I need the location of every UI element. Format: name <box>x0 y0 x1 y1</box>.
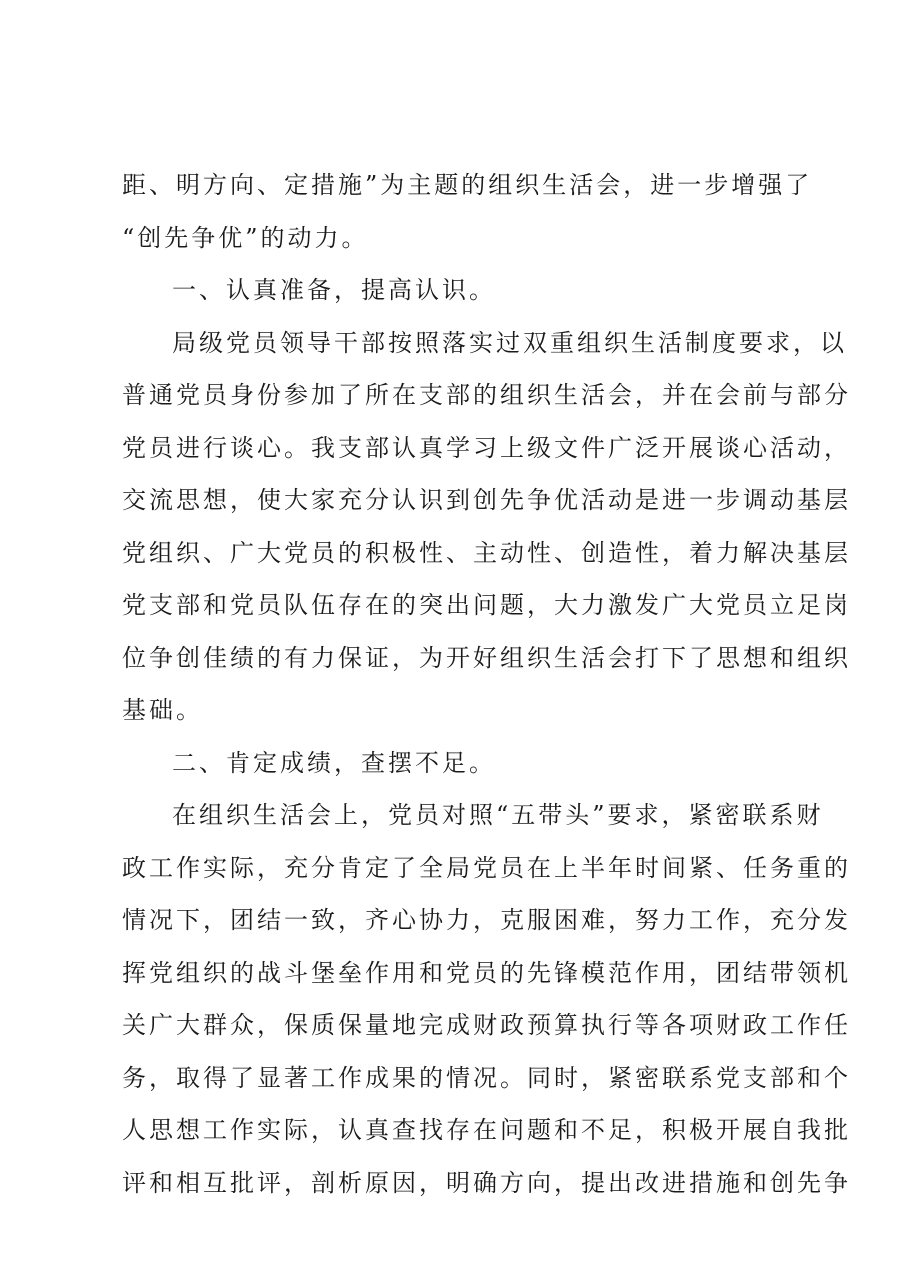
text-line: “创先争优”的动力。 <box>122 223 369 252</box>
text-line: 人思想工作实际，认真查找存在问题和不足，积极开展自我批 <box>122 1116 851 1144</box>
text-line: 政工作实际，充分肯定了全局党员在上半年时间紧、任务重的 <box>122 853 851 882</box>
section-heading: 一、认真准备，提高认识。 <box>172 276 496 304</box>
text-line: 普通党员身份参加了所在支部的组织生活会，并在会前与部分 <box>122 381 851 409</box>
text-line: 务，取得了显著工作成果的情况。同时，紧密联系党支部和个 <box>122 1063 851 1092</box>
text-line: 党支部和党员队伍存在的突出问题，大力激发广大党员立足岗 <box>122 591 851 619</box>
text-line: 挥党组织的战斗堡垒作用和党员的先锋模范作用，团结带领机 <box>122 958 851 987</box>
text-line: 评和相互批评，剖析原因，明确方向，提出改进措施和创先争 <box>122 1168 851 1197</box>
text-line: 基础。 <box>122 696 203 724</box>
document-body <box>122 159 851 1209</box>
text-line: 党组织、广大党员的积极性、主动性、创造性，着力解决基层 <box>122 538 851 567</box>
text-line: 距、明方向、定措施”为主题的组织生活会，进一步增强了 <box>122 171 813 199</box>
text-line: 党员进行谈心。我支部认真学习上级文件广泛开展谈心活动， <box>122 433 851 462</box>
text-line: 交流思想，使大家充分认识到创先争优活动是进一步调动基层 <box>122 486 851 514</box>
text-line: 位争创佳绩的有力保证，为开好组织生活会打下了思想和组织 <box>122 643 851 672</box>
section-heading: 二、肯定成绩，查摆不足。 <box>172 748 496 777</box>
text-line: 在组织生活会上，党员对照“五带头”要求，紧密联系财 <box>172 801 824 829</box>
text-line: 局级党员领导干部按照落实过双重组织生活制度要求，以 <box>172 328 847 357</box>
text-line: 关广大群众，保质保量地完成财政预算执行等各项财政工作任 <box>122 1011 851 1039</box>
text-line: 情况下，团结一致，齐心协力，克服困难，努力工作，充分发 <box>122 906 851 934</box>
